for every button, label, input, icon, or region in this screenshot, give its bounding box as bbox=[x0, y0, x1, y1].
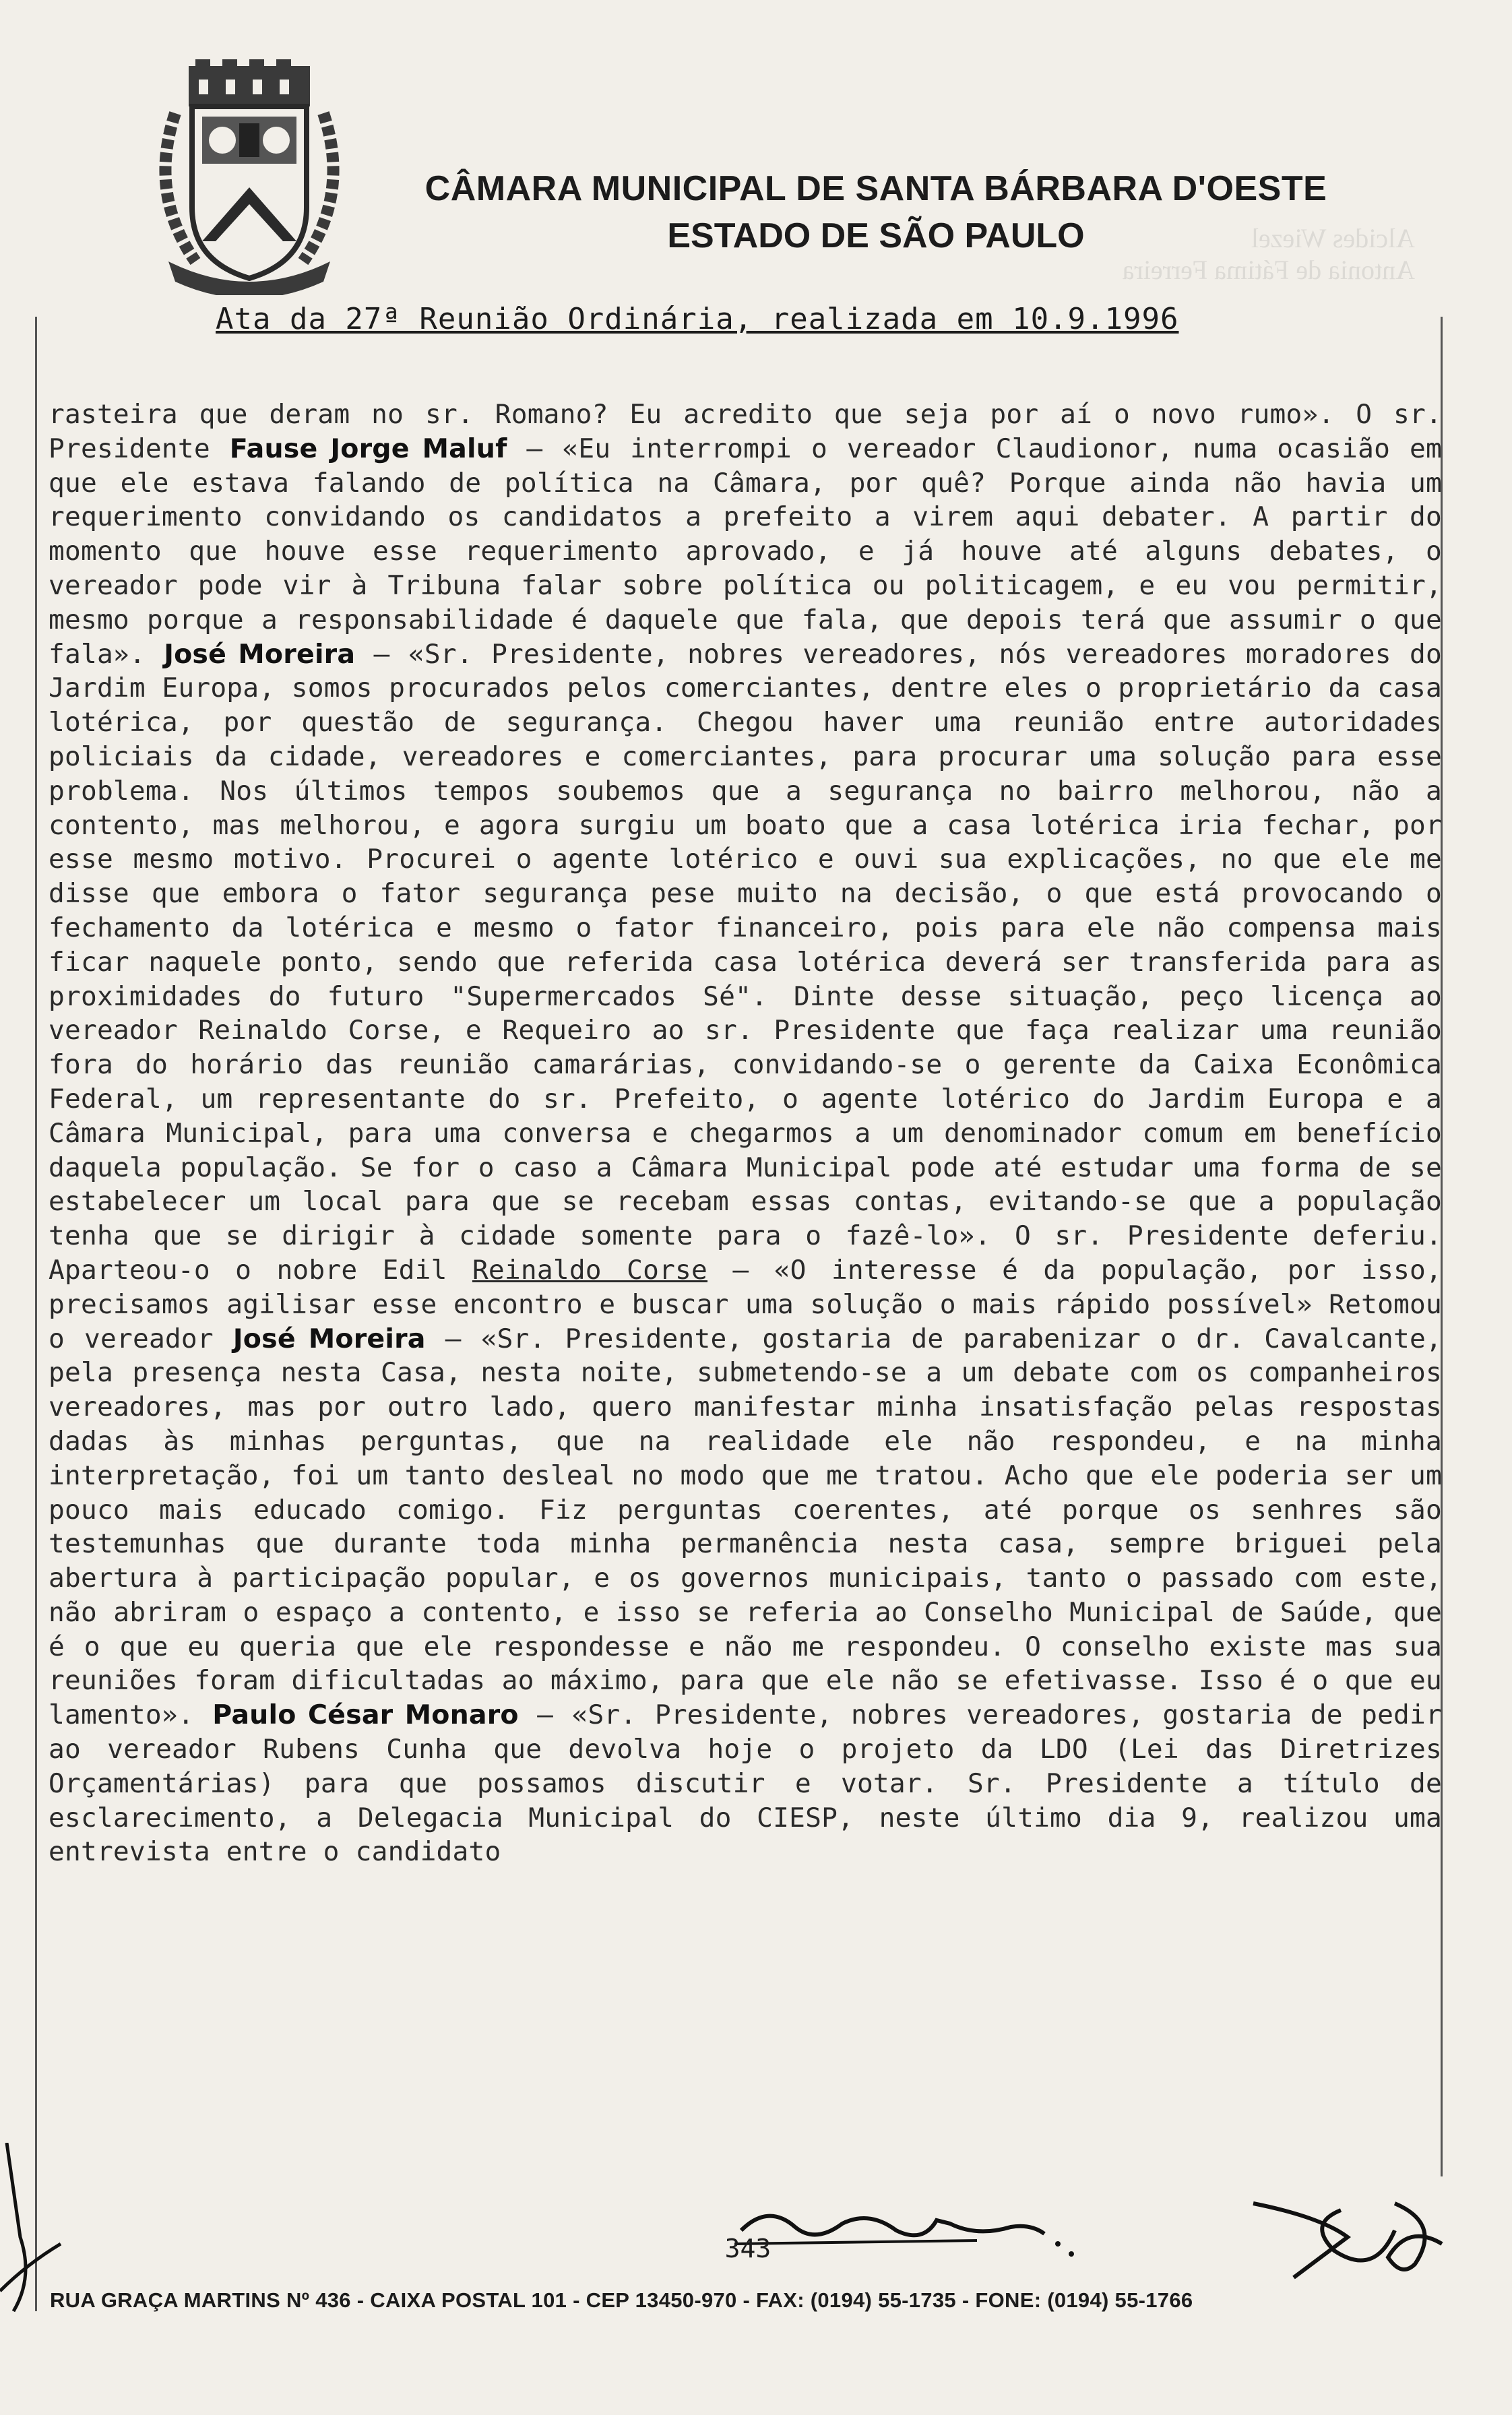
body-text-3: – «Sr. Presidente, nobres vereadores, nós vereadores moradores do Jardim Europa, somos procurados pelos comerciantes, dentre eles o proprietário da casa lotérica, por questão de segurança. Chegou haver uma reunião entre autoridades policiais da cidade, vereadores e comerciantes, para procurar uma solução para esse problema. Nos últimos tempos soubemos que a segurança no bairro melhorou, não a contento, mas melhorou, e agora surgiu um boato que a casa lotérica iria fechar, por esse mesmo motivo. Procurei o agente lotérico e ouvi sua explicações, no que ele me disse que embora o fator segurança pese muito na decisão, o que está provocando o fechamento da lotérica e mesmo o fator financeiro, pois para ele não compensa mais ficar naquele ponto, sendo que referida casa lotérica deverá ser transferida para as proximidades do futuro "Supermercados Sé". Dinte desse situação, peço licença ao vereador Reinaldo Corse, e Requeiro ao sr. Presidente que faça realizar uma reunião fora do horário das reunião camarárias, convidando-se o gerente da Caixa Econômica Federal, um representante do sr. Prefeito, o agente lotérico do Jardim Europa e a Câmara Municipal, para uma conversa e chegarmos a um denominador comum em benefício daquela população. Se for o caso a Câmara Municipal pode até estudar uma forma de se estabelecer um local para que se recebam essas contas, evitando-se que a população tenha que se dirigir à cidade somente para o fazê-lo». O sr. Presidente deferiu. Aparteou-o o nobre Edil bbox=[49, 638, 1442, 1286]
minutes-body bbox=[49, 398, 1442, 1869]
body-text-2: – «Eu interrompi o vereador Claudionor, numa ocasião em que ele estava falando de política na Câmara, por quê? Porque ainda não havia um requerimento convidando os candidatos a prefeito a virem aqui debater. A partir do momento que houve esse requerimento aprovado, e já houve até alguns debates, o vereador pode vir à Tribuna falar sobre política ou politicagem, e eu vou permitir, mesmo porque a responsabilidade é daquele que fala, que depois terá que assumir o que fala». bbox=[49, 433, 1443, 670]
body-text-1: rasteira que deram no sr. Romano? Eu acredito que seja por aí o novo rumo». O sr. Presidente bbox=[49, 399, 1442, 464]
page-number: 343 bbox=[724, 2234, 771, 2263]
edil-name: Reinaldo Corse bbox=[472, 1254, 708, 1286]
body-text-4: – «O interesse é da população, por isso, precisamos agilisar esse encontro e buscar uma solução o mais rápido possível» Retomou o vereador bbox=[49, 1254, 1443, 1354]
coat-of-arms-icon bbox=[148, 59, 350, 295]
body-text-6: – «Sr. Presidente, nobres vereadores, gostaria de pedir ao vereador Rubens Cunha que devolva hoje o projeto da LDO (Lei das Diretrizes Orçamentárias) para que possamos discutir e votar. Sr. Presidente a título de esclarecimento, a Delegacia Municipal do CIESP, neste último dia 9, realizou uma entrevista entre o candidato bbox=[49, 1699, 1442, 1868]
minutes-title: Ata da 27ª Reunião Ordinária, realizada em 10.9.1996 bbox=[216, 302, 1179, 336]
page-frame-left bbox=[35, 317, 37, 2311]
institution-name: CÂMARA MUNICIPAL DE SANTA BÁRBARA D'OESTE bbox=[424, 169, 1327, 208]
state-name: ESTADO DE SÃO PAULO bbox=[667, 216, 1085, 255]
speaker-name: Fause Jorge Maluf bbox=[229, 433, 507, 464]
speaker-name: José Moreira bbox=[232, 1323, 426, 1354]
bleed-through-text: Alcides Wiezel Antonia de Fátima Ferreira bbox=[1122, 223, 1415, 285]
body-text-5: – «Sr. Presidente, gostaria de parabenizar o dr. Cavalcante, pela presença nesta Casa, nesta noite, submetendo-se a um debate com os companheiros vereadores, mas por outro lado, quero manifestar minha insatisfação pelas respostas dadas às minhas perguntas, que na realidade ele não respondeu, e na minha interpretação, foi um tanto desleal no modo que me tratou. Acho que ele poderia ser um pouco mais educado comigo. Fiz perguntas coerentes, até porque os senhres são testemunhas que durante toda minha permanência nesta casa, sempre briguei pela abertura à participação popular, e os governos municipais, tanto o passado com este, não abriram o espaço a contento, e isso se referia ao Conselho Municipal de Saúde, que é o que eu queria que ele respondesse e não me respondeu. O conselho existe mas sua reuniões foram dificultadas ao máximo, para que ele não se efetivasse. Isso é o que eu lamento». bbox=[49, 1323, 1442, 1731]
signature-right bbox=[1240, 2183, 1455, 2284]
speaker-name: José Moreira bbox=[164, 638, 356, 670]
footer-address: RUA GRAÇA MARTINS Nº 436 - CAIXA POSTAL 101 - CEP 13450-970 - FAX: (0194) 55-1735 - FONE: (0194) 55-1766 bbox=[50, 2288, 1193, 2312]
speaker-name: Paulo César Monaro bbox=[212, 1699, 519, 1731]
